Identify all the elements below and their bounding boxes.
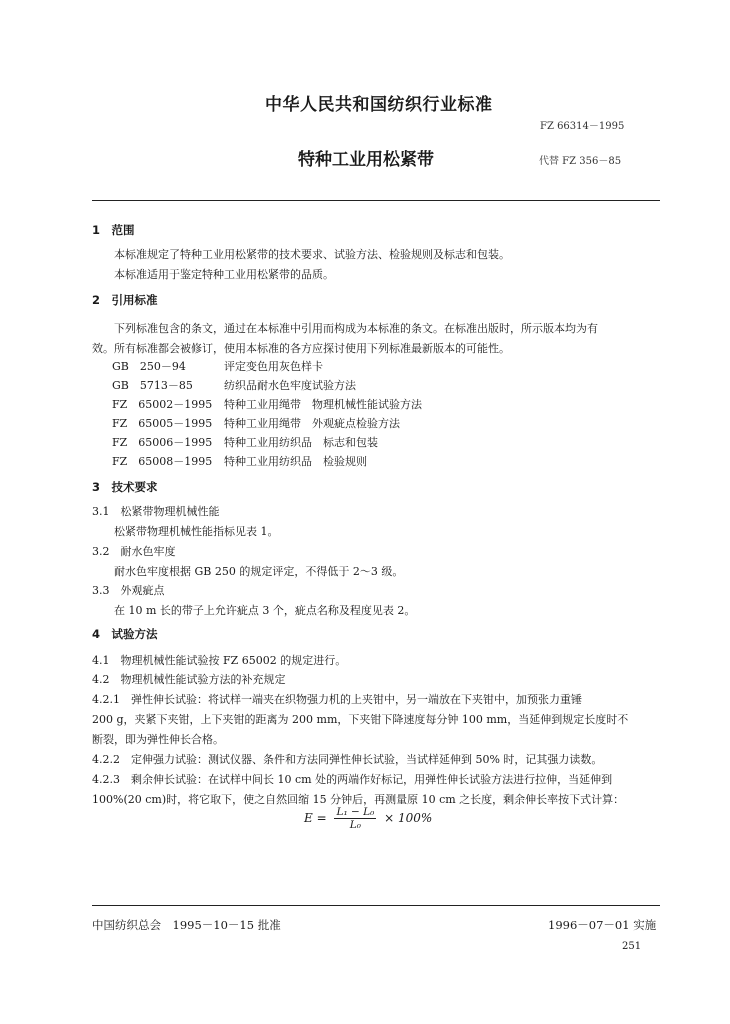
clause-4-2-2: 4.2.2 定伸强力试验：测试仪器、条件和方法同弹性伸长试验，当试样延伸到 50% 时，记其强力读数。 <box>92 753 603 766</box>
section-1-heading: 1 范围 <box>92 223 135 237</box>
clause-3-1-heading: 3.1 松紧带物理机械性能 <box>92 505 220 518</box>
elongation-formula <box>304 806 432 831</box>
clause-3-2-heading: 3.2 耐水色牢度 <box>92 545 176 558</box>
section-2-para-line-2: 效。所有标准都会被修订，使用本标准的各方应探讨使用下列标准最新版本的可能性。 <box>92 342 510 355</box>
reference-code: FZ 65006－1995 <box>112 436 213 449</box>
clause-3-3-text: 在 10 m 长的带子上允许疵点 3 个，疵点名称及程度见表 2。 <box>114 604 416 617</box>
section-4-heading: 4 试验方法 <box>92 627 158 641</box>
clause-4-2-3-line-1: 4.2.3 剩余伸长试验：在试样中间长 10 cm 处的两端作好标记，用弹性伸长试验方法进行拉伸，当延伸到 <box>92 773 613 786</box>
page-number: 251 <box>622 941 642 952</box>
reference-code: FZ 65002－1995 <box>112 398 213 411</box>
standard-number: FZ 66314－1995 <box>540 121 625 132</box>
clause-4-2-1-line-2: 200 g，夹紧下夹钳，上下夹钳的距离为 200 mm，下夹钳下降速度每分钟 100 mm，当延伸到规定长度时不 <box>92 713 629 726</box>
clause-4-2-3-line-2: 100%(20 cm)时，将它取下，使之自然回缩 15 分钟后，再测量原 10 cm 之长度，剩余伸长率按下式计算： <box>92 793 625 806</box>
section-3-heading: 3 技术要求 <box>92 480 158 494</box>
clause-3-1-text: 松紧带物理机械性能指标见表 1。 <box>114 525 279 538</box>
clause-4-2: 4.2 物理机械性能试验方法的补充规定 <box>92 673 286 686</box>
header-divider <box>92 200 660 201</box>
clause-4-2-1-line-1: 4.2.1 弹性伸长试验：将试样一端夹在织物强力机的上夹钳中，另一端放在下夹钳中，加预张力重锤 <box>92 693 582 706</box>
reference-code: GB 5713－85 <box>112 379 193 392</box>
section-2-heading: 2 引用标准 <box>92 293 158 307</box>
reference-title: 纺织品耐水色牢度试验方法 <box>224 379 356 392</box>
clause-3-3-heading: 3.3 外观疵点 <box>92 584 165 597</box>
reference-title: 特种工业用绳带 外观疵点检验方法 <box>224 417 400 430</box>
reference-code: FZ 65005－1995 <box>112 417 213 430</box>
section-1-para-1: 本标准规定了特种工业用松紧带的技术要求、试验方法、检验规则及标志和包装。 <box>114 248 510 261</box>
section-1-para-2: 本标准适用于鉴定特种工业用松紧带的品质。 <box>114 268 334 281</box>
reference-title: 特种工业用纺织品 标志和包装 <box>224 436 378 449</box>
clause-4-2-1-line-3: 断裂，即为弹性伸长合格。 <box>92 733 224 746</box>
reference-code: FZ 65008－1995 <box>112 455 213 468</box>
footer-divider <box>92 905 660 906</box>
effective-date: 1996－07－01 实施 <box>548 918 657 932</box>
formula-fraction <box>334 806 376 831</box>
issuing-authority: 中华人民共和国纺织行业标准 <box>265 95 493 115</box>
formula-numerator: L₁ − L₀ <box>336 806 375 818</box>
approval-line: 中国纺织总会 1995－10－15 批准 <box>92 918 281 932</box>
formula-rhs: × 100% <box>384 811 433 825</box>
reference-code: GB 250－94 <box>112 360 186 373</box>
replaces-standard: 代替 FZ 356－85 <box>539 156 622 167</box>
clause-3-2-text: 耐水色牢度根据 GB 250 的规定评定，不得低于 2～3 级。 <box>114 565 404 578</box>
section-2-para-line-1: 下列标准包含的条文，通过在本标准中引用而构成为本标准的条文。在标准出版时，所示版本均为有 <box>114 322 598 335</box>
formula-denominator: L₀ <box>349 819 361 831</box>
reference-title: 特种工业用纺织品 检验规则 <box>224 455 367 468</box>
clause-4-1: 4.1 物理机械性能试验按 FZ 65002 的规定进行。 <box>92 654 347 667</box>
document-title: 特种工业用松紧带 <box>298 150 434 170</box>
reference-title: 评定变色用灰色样卡 <box>224 360 323 373</box>
formula-lhs: E = <box>304 811 327 825</box>
reference-title: 特种工业用绳带 物理机械性能试验方法 <box>224 398 422 411</box>
